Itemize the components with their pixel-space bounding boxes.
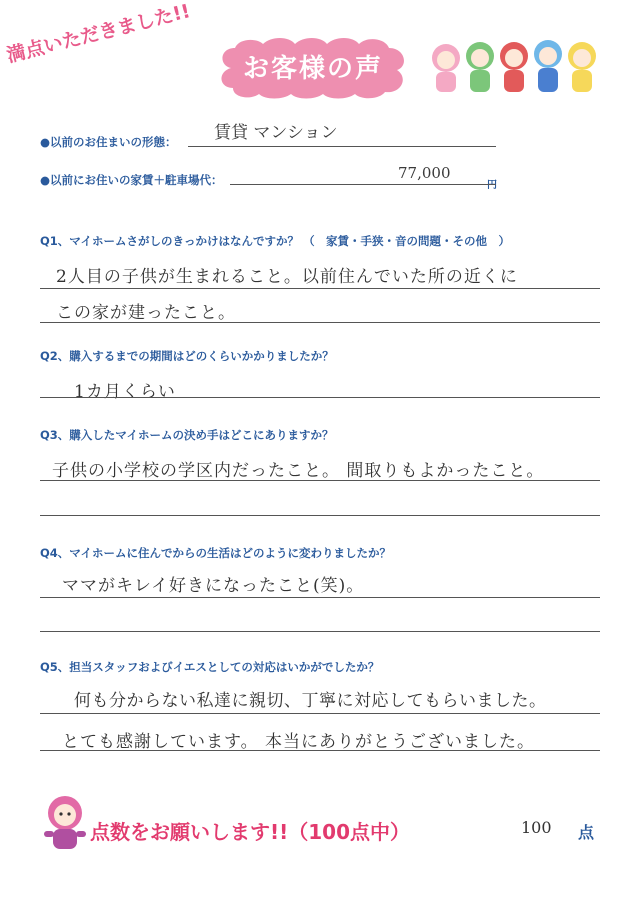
residence-label: ●以前のお住まいの形態： [40, 135, 177, 149]
question-4-label: Q4、マイホームに住んでからの生活はどのように変わりましたか？ [40, 546, 392, 560]
question-1 [40, 233, 510, 249]
answer-3-line-1: 子供の小学校の学区内だったこと。 間取りもよかったこと。 [52, 461, 545, 481]
question-1-options: （ 家賃・手狭・音の問題・その他 ） [303, 234, 511, 248]
answer-4-line-1: ママがキレイ好きになったこと(笑)。 [62, 576, 365, 596]
question-1-label: Q1、マイホームさがしのきっかけはなんですか？ [40, 234, 300, 248]
answer-4-underline-1 [40, 597, 600, 598]
rent-label: ●以前にお住いの家賃＋駐車場代： [40, 173, 223, 187]
answer-5-underline-2 [40, 750, 600, 751]
answer-2-line-1: 1カ月くらい [74, 382, 176, 402]
residence-underline [188, 146, 496, 147]
page-title: お客様の声 [242, 54, 383, 84]
answer-3-underline-1 [40, 480, 600, 481]
residence-value: 賃貸 マンション [214, 123, 338, 143]
answer-5-underline-1 [40, 713, 600, 714]
answer-2-underline [40, 397, 600, 398]
score-value: 100 [521, 818, 552, 837]
answer-4-underline-2 [40, 631, 600, 632]
rent-unit: 円 [487, 180, 497, 191]
rent-underline [230, 184, 496, 185]
answer-1-underline-2 [40, 322, 600, 323]
question-5-label: Q5、担当スタッフおよびイエスとしての対応はいかがでしたか？ [40, 660, 380, 674]
score-unit: 点 [578, 823, 595, 842]
answer-5-line-1: 何も分からない私達に親切、丁寧に対応してもらいました。 [74, 691, 547, 711]
answer-1-underline-1 [40, 288, 600, 289]
answer-1-line-1: 2人目の子供が生まれること。以前住んでいた所の近くに [56, 267, 518, 287]
answer-5-line-2: とても感謝しています。 本当にありがとうございました。 [62, 732, 536, 752]
answer-3-underline-2 [40, 515, 600, 516]
mascot-group-image [426, 36, 606, 98]
question-2-label: Q2、購入するまでの期間はどのくらいかかりましたか？ [40, 349, 334, 363]
ninja-mascot-image [40, 793, 90, 853]
answer-1-line-2: この家が建ったこと。 [56, 303, 236, 323]
rent-value: 77,000 [398, 164, 451, 182]
question-3-label: Q3、購入したマイホームの決め手はどこにありますか？ [40, 428, 334, 442]
score-label: 点数をお願いします!!（100点中） [90, 820, 410, 844]
slogan: 満点いただきました!! [4, 0, 193, 68]
